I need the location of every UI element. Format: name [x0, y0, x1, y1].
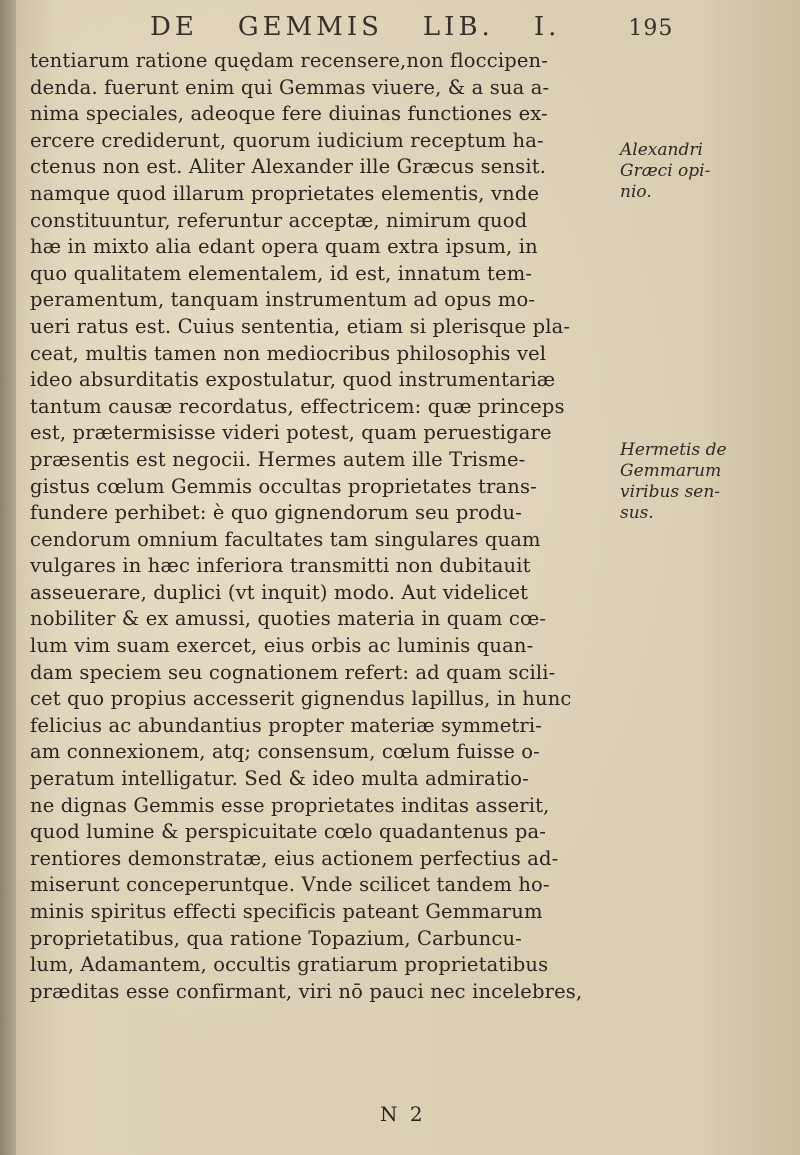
text-line: ceat, multis tamen non mediocribus philosophis vel — [30, 341, 547, 365]
margin-note-line: Hermetis de — [620, 440, 727, 460]
text-line: ercere crediderunt, quorum iudicium receptum ha- — [30, 128, 544, 152]
text-line: quod lumine & perspicuitate cœlo quadantenus pa- — [30, 820, 546, 844]
header-book-label: LIB. — [422, 12, 494, 42]
margin-note-line: nio. — [620, 182, 652, 202]
margin-note-line: Græci opi- — [620, 161, 711, 181]
text-line: tantum causæ recordatus, effectricem: quæ princeps — [30, 394, 565, 418]
text-line: nobiliter & ex amussi, quoties materia in quam cœ- — [30, 607, 547, 631]
text-line: miserunt conceperuntque. Vnde scilicet tandem ho- — [30, 873, 550, 897]
text-line: quo qualitatem elementalem, id est, innatum tem- — [30, 261, 533, 285]
text-line: rentiores demonstratæ, eius actionem perfectius ad- — [30, 846, 559, 870]
text-line: præsentis est negocii. Hermes autem ille Trisme- — [30, 447, 526, 471]
text-line: præditas esse confirmant, viri nō pauci nec incelebres, — [30, 979, 583, 1003]
margin-note-line: Gemmarum — [620, 461, 722, 481]
text-line: est, prætermisisse videri potest, quam peruestigare — [30, 421, 552, 445]
margin-note-hermes — [620, 440, 795, 524]
text-line: peratum intelligatur. Sed & ideo multa admiratio- — [30, 767, 529, 791]
header-title-word: GEMMIS — [237, 12, 383, 42]
text-line: nima speciales, adeoque fere diuinas functiones ex- — [30, 102, 548, 126]
page-number: 195 — [628, 16, 674, 41]
running-header — [150, 12, 674, 42]
text-line: gistus cœlum Gemmis occultas proprietates trans- — [30, 474, 537, 498]
text-line: ideo absurditatis expostulatur, quod instrumentariæ — [30, 368, 556, 392]
text-line: minis spiritus effecti specificis pateant Gemmarum — [30, 900, 543, 923]
header-book-number: I. — [533, 12, 561, 42]
text-line: cet quo propius accesserit gignendus lapillus, in hunc — [30, 687, 572, 711]
text-line: proprietatibus, qua ratione Topazium, Carbuncu- — [30, 926, 522, 950]
text-line: am connexionem, atq; consensum, cœlum fuisse o- — [30, 740, 540, 764]
text-line: vulgares in hæc inferiora transmitti non dubitauit — [30, 554, 531, 578]
text-line: lum vim suam exercet, eius orbis ac luminis quan- — [30, 634, 534, 658]
text-line: lum, Adamantem, occultis gratiarum proprietatibus — [30, 953, 549, 977]
text-line: hæ in mixto alia edant opera quam extra ipsum, in — [30, 235, 538, 259]
signature-mark: N 2 — [380, 1102, 426, 1126]
text-line: felicius ac abundantius propter materiæ symmetri- — [30, 713, 543, 737]
text-line: peramentum, tanquam instrumentum ad opus mo- — [30, 288, 536, 312]
margin-note-line: sus. — [620, 503, 654, 523]
text-line: cendorum omnium facultates tam singulares quam — [30, 527, 541, 551]
text-line: tentiarum ratione quędam recensere,non floccipen- — [30, 49, 548, 72]
text-line: asseuerare, duplici (vt inquit) modo. Aut videlicet — [30, 580, 529, 604]
text-line: fundere perhibet: è quo gignendorum seu produ- — [30, 501, 522, 525]
text-line: dam speciem seu cognationem refert: ad quam scili- — [30, 660, 556, 684]
text-line: ueri ratus est. Cuius sententia, etiam si plerisque pla- — [30, 314, 571, 338]
text-line: ctenus non est. Aliter Alexander ille Græcus sensit. — [30, 155, 547, 179]
text-line: denda. fuerunt enim qui Gemmas viuere, & a sua a- — [30, 75, 550, 99]
header-title-word: DE — [150, 12, 198, 42]
text-line: constituuntur, referuntur acceptæ, nimirum quod — [30, 208, 528, 232]
margin-note-line: Alexandri — [620, 140, 703, 160]
text-line: namque quod illarum proprietates elementis, vnde — [30, 181, 540, 205]
margin-note-line: viribus sen- — [620, 482, 721, 502]
page-gutter-shadow — [0, 0, 16, 1155]
text-line: ne dignas Gemmis esse proprietates inditas asserit, — [30, 793, 550, 817]
body-text — [30, 48, 630, 1005]
margin-note-alexander — [620, 140, 795, 203]
